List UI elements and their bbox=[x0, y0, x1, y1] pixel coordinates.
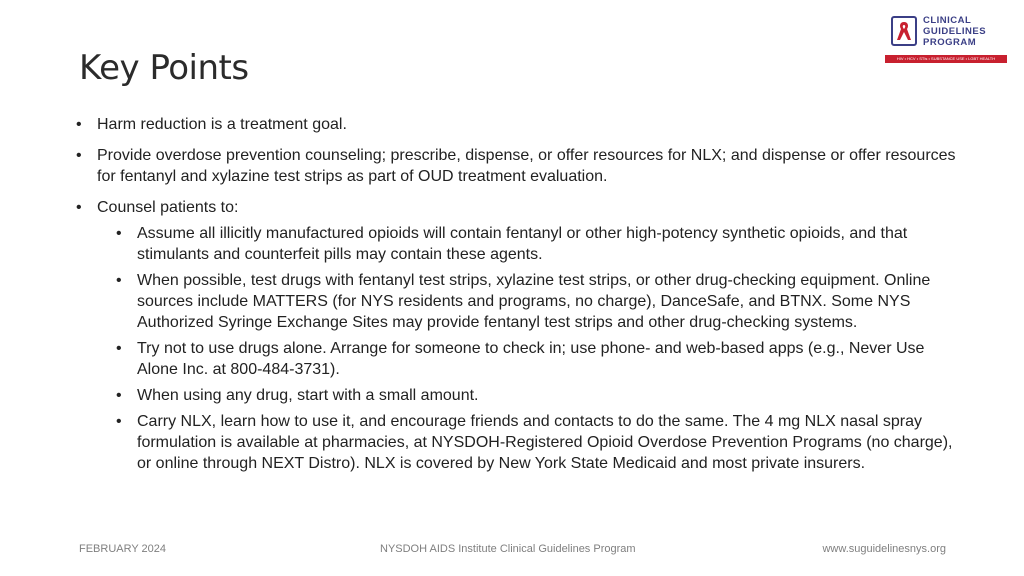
bullet-item bbox=[76, 114, 956, 135]
awareness-ribbon-icon bbox=[891, 16, 917, 46]
bullet-text: Counsel patients to: bbox=[97, 199, 239, 216]
logo-line-2: GUIDELINES bbox=[923, 26, 987, 37]
page-title: Key Points bbox=[79, 48, 249, 88]
sub-bullet-item: • When using any drug, start with a small amount. bbox=[97, 385, 956, 406]
footer-url[interactable]: www.suguidelinesnys.org bbox=[822, 543, 946, 555]
key-points-list bbox=[76, 114, 956, 484]
sub-bullet-list bbox=[97, 223, 956, 474]
bullet-item bbox=[76, 145, 956, 187]
bullet-text: Provide overdose prevention counseling; prescribe, dispense, or offer resources for NLX; and dispense or offer resources for fentanyl and xylazine test strips as part of OUD treatment evaluation. bbox=[97, 147, 956, 185]
logo-wordmark bbox=[923, 15, 986, 48]
bullet-item bbox=[76, 197, 956, 474]
clinical-guidelines-logo bbox=[885, 14, 1007, 64]
logo-line-3: PROGRAM bbox=[923, 37, 977, 48]
bullet-text: Harm reduction is a treatment goal. bbox=[97, 116, 347, 133]
logo-line-1: CLINICAL bbox=[923, 15, 972, 26]
sub-bullet-item: • Assume all illicitly manufactured opioids will contain fentanyl or other high-potency synthetic opioids, and that stimulants and counterfeit pills may contain these agents. bbox=[97, 223, 956, 265]
footer-program: NYSDOH AIDS Institute Clinical Guidelines Program bbox=[380, 543, 636, 555]
footer-date: FEBRUARY 2024 bbox=[79, 543, 167, 555]
sub-bullet-item: • Carry NLX, learn how to use it, and encourage friends and contacts to do the same. The 4 mg NLX nasal spray formulation is available at pharmacies, at NYSDOH-Registered Opioid Overdose Prevention Programs (no charge), or online through NEXT Distro). NLX is covered by New York State Medicaid and most private insurers. bbox=[97, 411, 956, 474]
sub-bullet-item: • When possible, test drugs with fentanyl test strips, xylazine test strips, or other drug-checking equipment. Online sources include MATTERS (for NYS residents and programs, no charge), DanceSafe, and BTNX. Some NYS Authorized Syringe Exchange Sites may provide fentanyl test strips and other drug-checking systems. bbox=[97, 270, 956, 333]
logo-tagline: HIV • HCV • STIs • SUBSTANCE USE • LGBT HEALTH bbox=[885, 55, 1007, 63]
sub-bullet-item: • Try not to use drugs alone. Arrange for someone to check in; use phone- and web-based apps (e.g., Never Use Alone Inc. at 800-484-3731). bbox=[97, 338, 956, 380]
